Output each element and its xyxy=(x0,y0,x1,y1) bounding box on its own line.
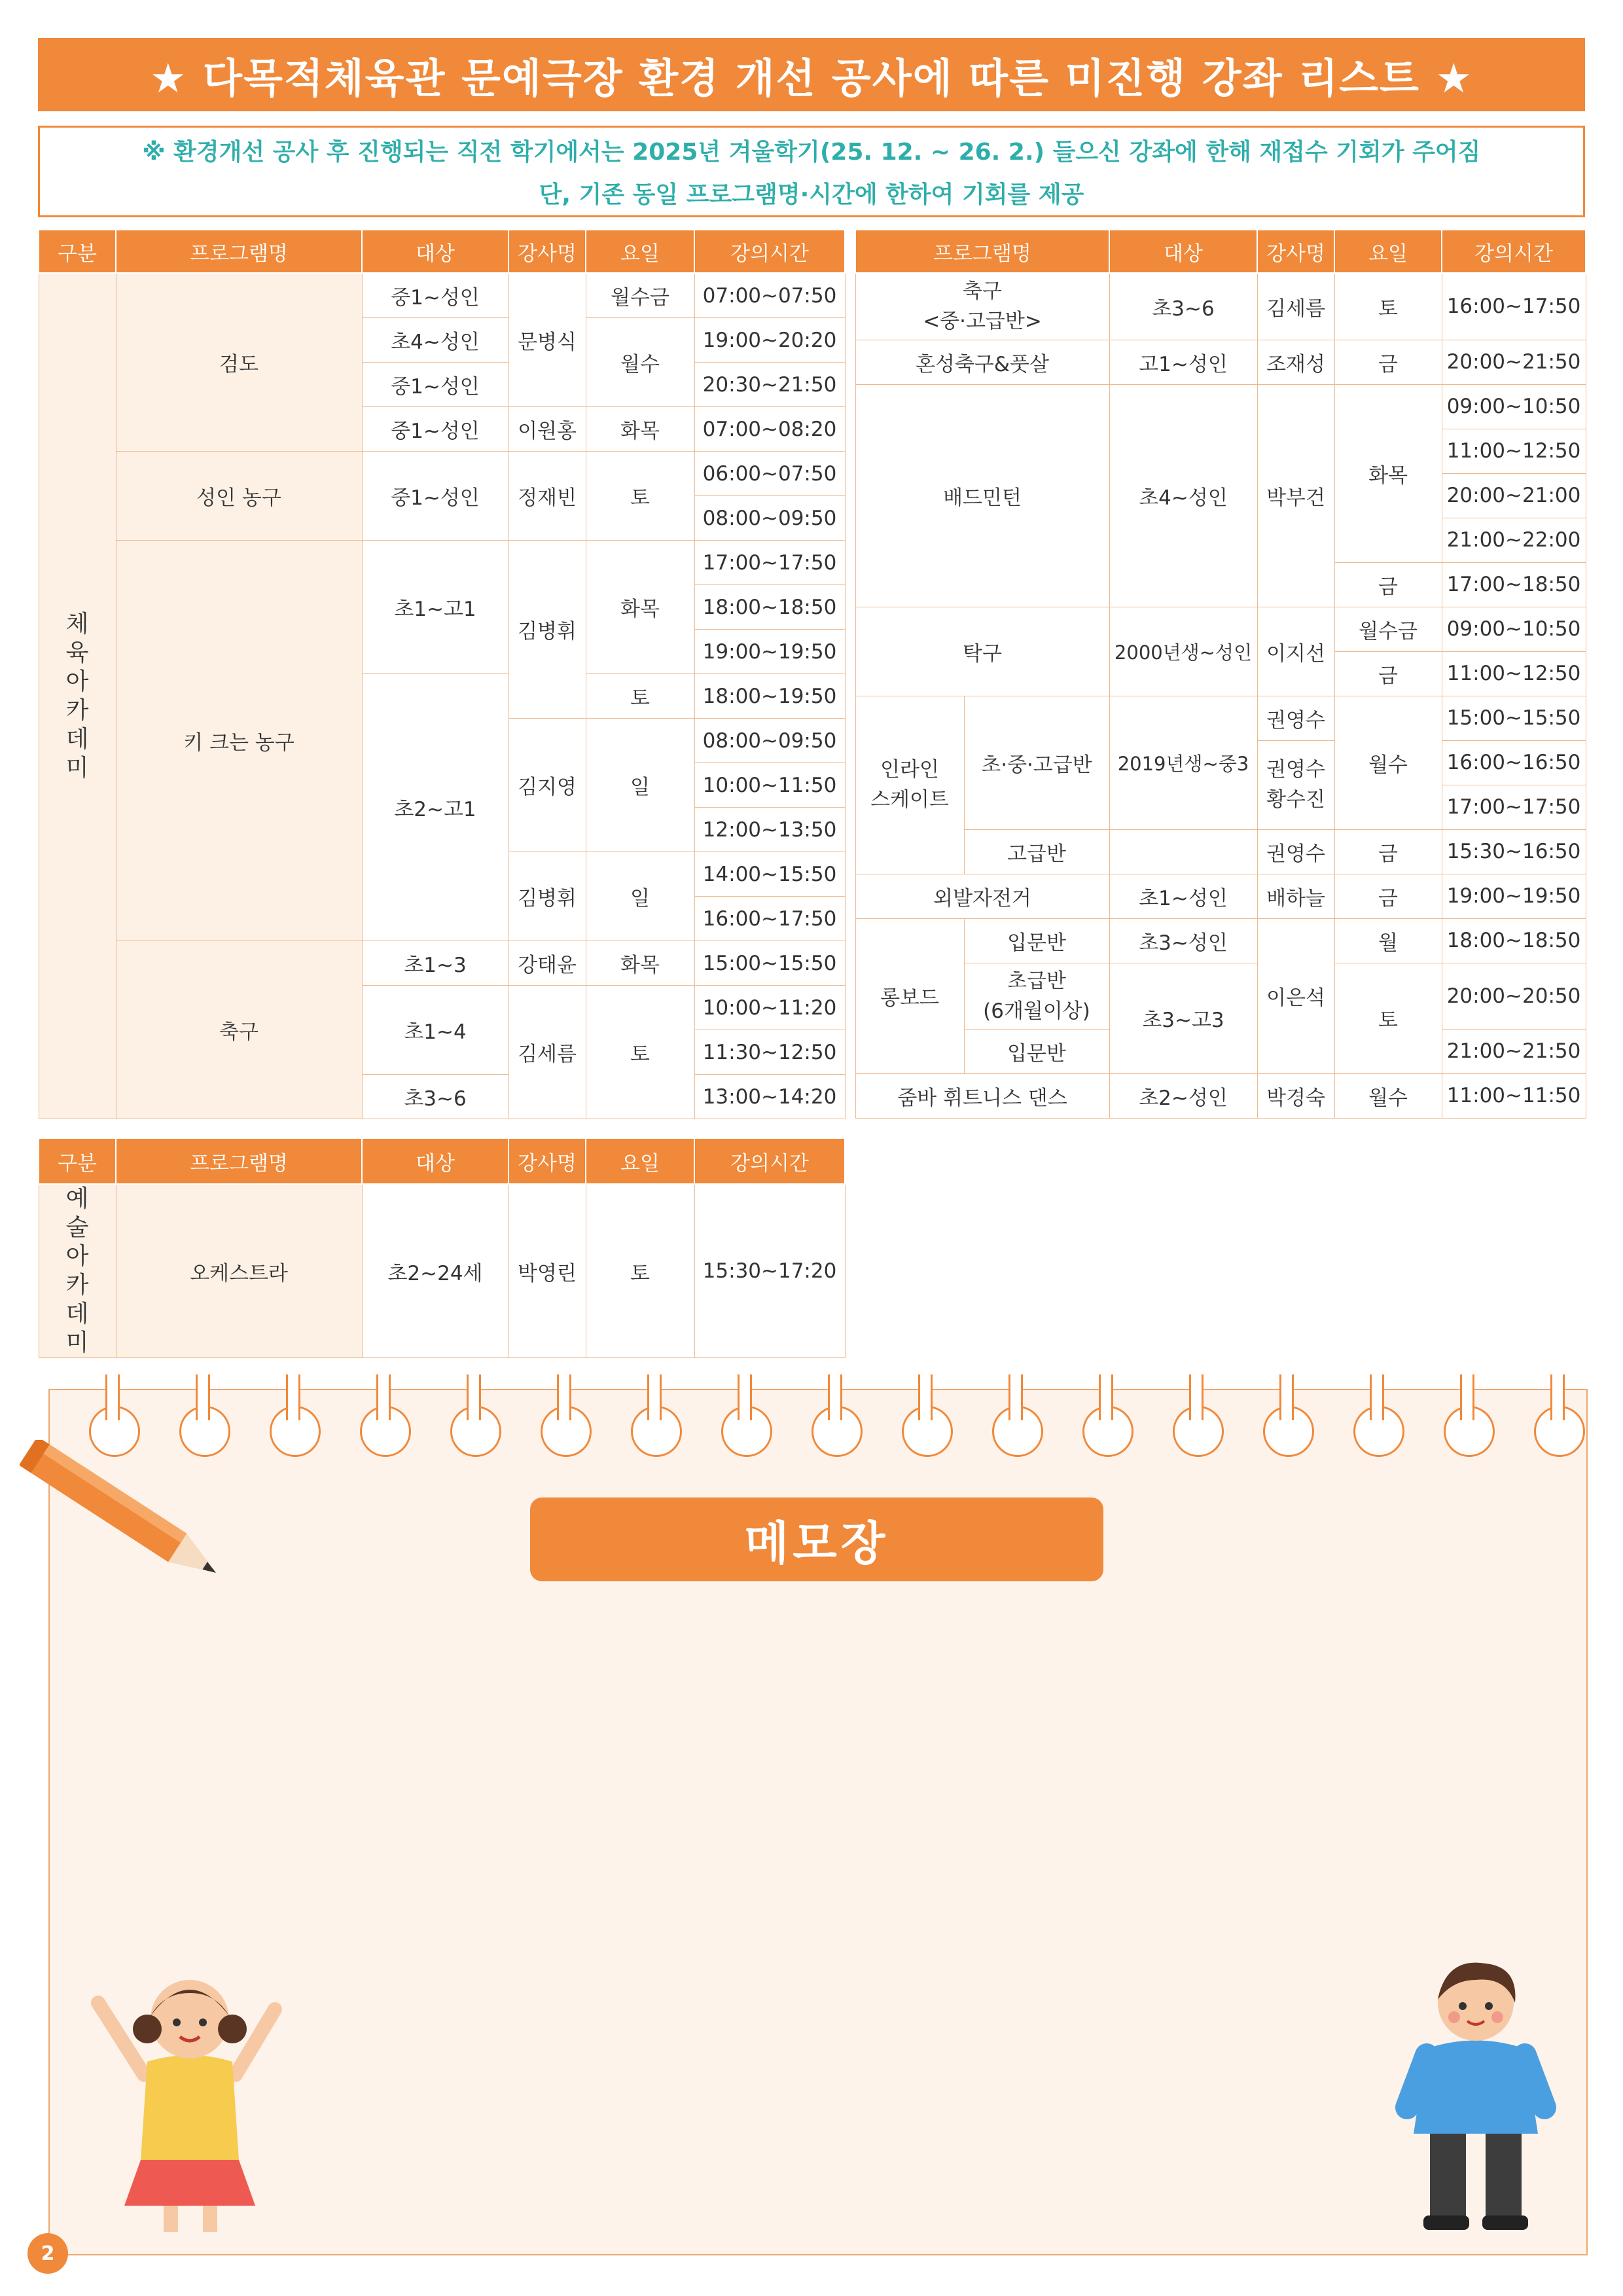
instructor-cell: 이원홍 xyxy=(508,407,586,452)
target-cell: 초2~고1 xyxy=(362,674,508,941)
day-cell: 화목 xyxy=(586,941,694,986)
day-cell: 화목 xyxy=(1334,384,1442,562)
instructor-cell: 이은석 xyxy=(1257,918,1334,1073)
table-row xyxy=(39,941,845,986)
time-cell: 16:00~17:50 xyxy=(694,897,845,941)
day-cell: 토 xyxy=(586,674,694,719)
col-target: 대상 xyxy=(362,1138,508,1184)
instructor-cell: 권영수 황수진 xyxy=(1257,740,1334,829)
col-day: 요일 xyxy=(586,230,694,273)
notice-line-1: ※ 환경개선 공사 후 진행되는 직전 학기에서는 2025년 겨울학기(25. 12. ~ 26. 2.) 들으신 강좌에 한해 재접수 기회가 주어짐 xyxy=(142,139,1481,166)
target-cell: 초3~6 xyxy=(362,1075,508,1119)
time-cell: 15:00~15:50 xyxy=(694,941,845,986)
program-zumba: 줌바 휘트니스 댄스 xyxy=(855,1073,1109,1118)
time-cell: 20:00~21:00 xyxy=(1442,473,1586,518)
sports-table-right xyxy=(855,229,1586,1119)
time-cell: 07:00~08:20 xyxy=(694,407,845,452)
program-kendo: 검도 xyxy=(116,273,362,452)
time-cell: 17:00~17:50 xyxy=(694,541,845,585)
day-cell: 토 xyxy=(1334,273,1442,340)
ring-hook xyxy=(1008,1374,1023,1420)
time-cell: 17:00~17:50 xyxy=(1442,785,1586,829)
target-cell: 초3~6 xyxy=(1109,273,1257,340)
day-cell: 금 xyxy=(1334,651,1442,696)
level-cell: 입문반 xyxy=(964,918,1109,963)
target-cell: 2000년생~성인 xyxy=(1109,607,1257,696)
instructor-cell: 권영수 xyxy=(1257,696,1334,740)
page-number: 2 xyxy=(27,2233,68,2274)
sports-table-left xyxy=(38,229,846,1119)
time-cell: 11:00~12:50 xyxy=(1442,651,1586,696)
table-row xyxy=(39,452,845,496)
day-cell: 토 xyxy=(586,986,694,1119)
notice-line-2: 단, 기존 동일 프로그램명·시간에 한하여 기회를 제공 xyxy=(539,181,1084,208)
col-time: 강의시간 xyxy=(694,1138,845,1184)
time-cell: 14:00~15:50 xyxy=(694,852,845,897)
table-row xyxy=(855,918,1586,963)
target-cell: 초3~성인 xyxy=(1109,918,1257,963)
table-row xyxy=(855,963,1586,1029)
program-longboard: 롱보드 xyxy=(855,918,964,1073)
target-cell: 초1~고1 xyxy=(362,541,508,674)
col-time: 강의시간 xyxy=(694,230,845,273)
table-row xyxy=(39,1184,845,1358)
table-row xyxy=(39,273,845,318)
time-cell: 16:00~16:50 xyxy=(1442,740,1586,785)
table-row xyxy=(39,541,845,585)
page-title: ★ 다목적체육관 문예극장 환경 개선 공사에 따른 미진행 강좌 리스트 ★ xyxy=(38,38,1585,111)
instructor-cell: 박경숙 xyxy=(1257,1073,1334,1118)
level-cell: 초·중·고급반 xyxy=(964,696,1109,829)
col-target: 대상 xyxy=(1109,230,1257,273)
level-cell: 입문반 xyxy=(964,1029,1109,1073)
day-cell: 화목 xyxy=(586,541,694,674)
col-category: 구분 xyxy=(39,230,116,273)
ring-hook xyxy=(557,1374,571,1420)
table-row xyxy=(855,874,1586,918)
ring-hook xyxy=(918,1374,933,1420)
day-cell: 금 xyxy=(1334,562,1442,607)
ring-hook xyxy=(828,1374,842,1420)
time-cell: 11:30~12:50 xyxy=(694,1030,845,1075)
col-instructor: 강사명 xyxy=(508,230,586,273)
instructor-cell: 김병휘 xyxy=(508,852,586,941)
program-table-tennis: 탁구 xyxy=(855,607,1109,696)
day-cell: 금 xyxy=(1334,340,1442,384)
instructor-cell: 김병휘 xyxy=(508,541,586,719)
program-inline-skate: 인라인 스케이트 xyxy=(855,696,964,874)
day-cell: 토 xyxy=(586,1184,694,1358)
instructor-cell: 문병식 xyxy=(508,273,586,407)
time-cell: 10:00~11:20 xyxy=(694,986,845,1030)
target-cell: 중1~성인 xyxy=(362,363,508,407)
program-orchestra: 오케스트라 xyxy=(116,1184,362,1358)
time-cell: 12:00~13:50 xyxy=(694,808,845,852)
target-cell: 중1~성인 xyxy=(362,407,508,452)
ring-hook xyxy=(105,1374,120,1420)
table-row xyxy=(855,607,1586,651)
notice-box xyxy=(38,126,1585,217)
day-cell: 화목 xyxy=(586,407,694,452)
program-tall-basketball: 키 크는 농구 xyxy=(116,541,362,941)
time-cell: 15:00~15:50 xyxy=(1442,696,1586,740)
instructor-cell: 배하늘 xyxy=(1257,874,1334,918)
target-cell xyxy=(1109,829,1257,874)
col-day: 요일 xyxy=(1334,230,1442,273)
col-program: 프로그램명 xyxy=(855,230,1109,273)
col-program: 프로그램명 xyxy=(116,230,362,273)
day-cell: 일 xyxy=(586,719,694,852)
instructor-cell: 이지선 xyxy=(1257,607,1334,696)
day-cell: 월수 xyxy=(586,318,694,407)
instructor-cell: 김세름 xyxy=(508,986,586,1119)
ring-hook xyxy=(1189,1374,1204,1420)
table-row xyxy=(855,1073,1586,1118)
target-cell: 초1~성인 xyxy=(1109,874,1257,918)
time-cell: 10:00~11:50 xyxy=(694,763,845,808)
time-cell: 08:00~09:50 xyxy=(694,496,845,541)
program-soccer: 축구 xyxy=(116,941,362,1119)
day-cell: 일 xyxy=(586,852,694,941)
girl-illustration xyxy=(85,1964,294,2238)
target-cell: 초1~4 xyxy=(362,986,508,1075)
time-cell: 19:00~19:50 xyxy=(694,630,845,674)
col-day: 요일 xyxy=(586,1138,694,1184)
time-cell: 08:00~09:50 xyxy=(694,719,845,763)
instructor-cell: 조재성 xyxy=(1257,340,1334,384)
time-cell: 19:00~20:20 xyxy=(694,318,845,363)
target-cell: 초3~고3 xyxy=(1109,963,1257,1073)
ring-hook xyxy=(647,1374,662,1420)
time-cell: 11:00~11:50 xyxy=(1442,1073,1586,1118)
instructor-cell: 박영린 xyxy=(508,1184,586,1358)
target-cell: 초4~성인 xyxy=(362,318,508,363)
ring-hook xyxy=(1460,1374,1474,1420)
target-cell: 중1~성인 xyxy=(362,452,508,541)
target-cell: 초1~3 xyxy=(362,941,508,986)
target-cell: 2019년생~중3 xyxy=(1109,696,1257,829)
ring-hook xyxy=(467,1374,481,1420)
time-cell: 11:00~12:50 xyxy=(1442,429,1586,473)
memo-title: 메모장 xyxy=(530,1498,1103,1581)
day-cell: 토 xyxy=(586,452,694,541)
day-cell: 월수금 xyxy=(586,273,694,318)
time-cell: 21:00~22:00 xyxy=(1442,518,1586,562)
time-cell: 09:00~10:50 xyxy=(1442,384,1586,429)
instructor-cell: 권영수 xyxy=(1257,829,1334,874)
target-cell: 중1~성인 xyxy=(362,273,508,318)
program-badminton: 배드민턴 xyxy=(855,384,1109,607)
category-sports: 체육아카데미 xyxy=(39,273,116,1119)
target-cell: 고1~성인 xyxy=(1109,340,1257,384)
time-cell: 07:00~07:50 xyxy=(694,273,845,318)
category-art: 예술아카데미 xyxy=(39,1184,116,1358)
time-cell: 20:00~21:50 xyxy=(1442,340,1586,384)
time-cell: 20:00~20:50 xyxy=(1442,963,1586,1029)
col-program: 프로그램명 xyxy=(116,1138,362,1184)
col-instructor: 강사명 xyxy=(1257,230,1334,273)
time-cell: 16:00~17:50 xyxy=(1442,273,1586,340)
col-target: 대상 xyxy=(362,230,508,273)
program-soccer-advanced: 축구 <중·고급반> xyxy=(855,273,1109,340)
time-cell: 09:00~10:50 xyxy=(1442,607,1586,651)
time-cell: 18:00~19:50 xyxy=(694,674,845,719)
time-cell: 20:30~21:50 xyxy=(694,363,845,407)
day-cell: 금 xyxy=(1334,874,1442,918)
table-row xyxy=(855,384,1586,429)
level-cell: 초급반 (6개월이상) xyxy=(964,963,1109,1029)
col-category: 구분 xyxy=(39,1138,116,1184)
pencil-icon xyxy=(20,1440,262,1604)
table-row xyxy=(855,273,1586,340)
time-cell: 19:00~19:50 xyxy=(1442,874,1586,918)
target-cell: 초2~24세 xyxy=(362,1184,508,1358)
col-instructor: 강사명 xyxy=(508,1138,586,1184)
level-cell: 고급반 xyxy=(964,829,1109,874)
ring-hook xyxy=(1099,1374,1113,1420)
time-cell: 18:00~18:50 xyxy=(1442,918,1586,963)
ring-hook xyxy=(286,1374,300,1420)
ring-hook xyxy=(376,1374,391,1420)
time-cell: 15:30~16:50 xyxy=(1442,829,1586,874)
program-mixed-soccer: 혼성축구&풋살 xyxy=(855,340,1109,384)
instructor-cell: 강태윤 xyxy=(508,941,586,986)
program-unicycle: 외발자전거 xyxy=(855,874,1109,918)
day-cell: 금 xyxy=(1334,829,1442,874)
program-adult-basketball: 성인 농구 xyxy=(116,452,362,541)
time-cell: 06:00~07:50 xyxy=(694,452,845,496)
time-cell: 15:30~17:20 xyxy=(694,1184,845,1358)
art-table xyxy=(38,1138,846,1358)
time-cell: 13:00~14:20 xyxy=(694,1075,845,1119)
ring-hook xyxy=(738,1374,752,1420)
time-cell: 18:00~18:50 xyxy=(694,585,845,630)
boy-illustration xyxy=(1381,1950,1571,2238)
day-cell: 월수 xyxy=(1334,1073,1442,1118)
instructor-cell: 김세름 xyxy=(1257,273,1334,340)
day-cell: 토 xyxy=(1334,963,1442,1073)
ring-hook xyxy=(196,1374,210,1420)
table-row xyxy=(855,696,1586,740)
target-cell: 초2~성인 xyxy=(1109,1073,1257,1118)
ring-hook xyxy=(1550,1374,1565,1420)
day-cell: 월 xyxy=(1334,918,1442,963)
instructor-cell: 김지영 xyxy=(508,719,586,852)
ring-hook xyxy=(1370,1374,1384,1420)
table-row xyxy=(855,340,1586,384)
instructor-cell: 박부건 xyxy=(1257,384,1334,607)
col-time: 강의시간 xyxy=(1442,230,1586,273)
ring-hook xyxy=(1279,1374,1294,1420)
instructor-cell: 정재빈 xyxy=(508,452,586,541)
time-cell: 17:00~18:50 xyxy=(1442,562,1586,607)
day-cell: 월수금 xyxy=(1334,607,1442,651)
day-cell: 월수 xyxy=(1334,696,1442,829)
table-row xyxy=(855,829,1586,874)
time-cell: 21:00~21:50 xyxy=(1442,1029,1586,1073)
target-cell: 초4~성인 xyxy=(1109,384,1257,607)
